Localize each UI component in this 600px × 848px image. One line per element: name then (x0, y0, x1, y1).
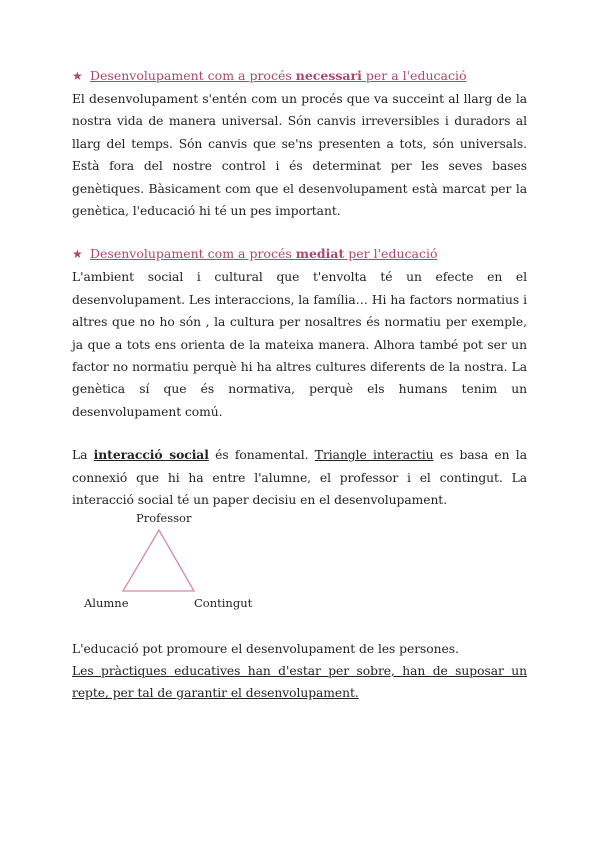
star-icon: ★ (72, 69, 83, 83)
paragraph-interaccio: La interacció social és fonamental. Triangle interactiu es basa en la connexió que hi ha entre l'alumne, el professor i el contingut. La interacció social té un paper decisiu en el desenvolupament. (72, 447, 527, 508)
section-heading-mediat (72, 244, 527, 264)
heading-text: Desenvolupament com a procés necessari per a l'educació (90, 68, 467, 83)
term-interaccio-social: interacció social (93, 447, 209, 463)
triangle-svg (72, 514, 272, 638)
paragraph-mediat: L'ambient social i cultural que t'envolta té un efecte en el desenvolupament. Les interaccions, la família… Hi ha factors normatius i altres que no ho són , la cultura per nosaltres és normatiu per exemple, ja que a tots ens orienta de la mateixa manera. Alhora també pot ser un factor no normatiu perquè hi ha altres cultures diferents de la nostra. La genètica sí que és normativa, perquè els humans tenim un desenvolupament comú. (72, 270, 527, 419)
interaction-triangle-diagram (72, 510, 527, 638)
heading-text: Desenvolupament com a procés mediat per l'educació (90, 246, 438, 262)
closing-line-1: L'educació pot promoure el desenvolupament de les persones. (72, 641, 459, 656)
label-professor: Professor (136, 510, 192, 525)
star-icon: ★ (72, 247, 83, 262)
triangle-shape (123, 530, 194, 591)
label-alumne: Alumne (84, 595, 129, 610)
paragraph-necessari: El desenvolupament s'entén com un procés que va succeint al llarg de la nostra vida de manera universal. Són canvis irreversibles i duradors al llarg del temps. Són canvis que se'ns presenten a tots, són universals. Està fora del nostre control i és determinat per les seves bases genètiques. Bàsicament com que el desenvolupament està marcat per la genètica, l'educació hi té un pes important. (72, 92, 527, 219)
section-heading-necessari (72, 66, 527, 86)
triangle-link[interactable]: Triangle interactiu (314, 448, 434, 463)
document-page (72, 66, 527, 705)
label-contingut: Contingut (194, 595, 253, 610)
closing-line-2: Les pràctiques educatives han d'estar per sobre, han de suposar un repte, per tal de garantir el desenvolupament. (72, 663, 527, 701)
